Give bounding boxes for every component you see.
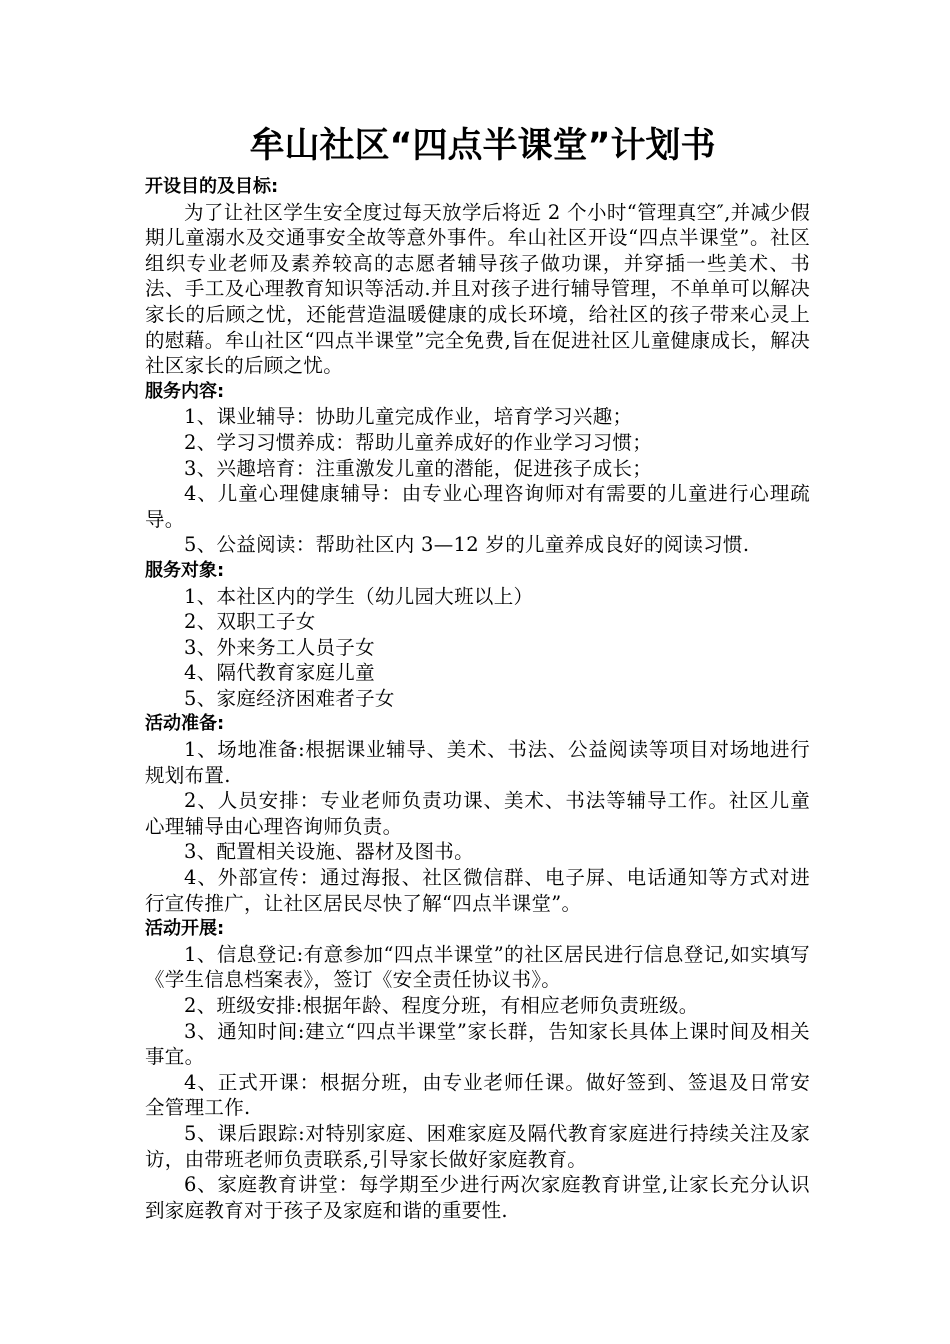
section-service-targets bbox=[145, 558, 810, 712]
section-purpose bbox=[145, 174, 810, 379]
section-heading: 服务对象: bbox=[145, 559, 225, 581]
paragraph: 为了让社区学生安全度过每天放学后将近 2 个小时“管理真空″,并减少假期儿童溺水及交通事安全故等意外事件。牟山社区开设“四点半课堂”。社区组织专业老师及素养较高的志愿者辅导孩子做功课，并穿插一些美术、书法、手工及心理教育知识等活动.并且对孩子进行辅导管理，不单单可以解决家长的后顾之忧，还能营造温暖健康的成长环境，给社区的孩子带来心灵上的慰藉。牟山社区“四点半课堂”完全免费,旨在促进社区儿童健康成长，解决社区家长的后顾之忧。 bbox=[145, 200, 810, 378]
list-item: 4、外部宣传：通过海报、社区微信群、电子屏、电话通知等方式对进行宣传推广，让社区居民尽快了解“四点半课堂”。 bbox=[145, 866, 810, 915]
list-item: 5、公益阅读：帮助社区内 3—12 岁的儿童养成良好的阅读习惯. bbox=[184, 533, 750, 557]
list-item: 3、兴趣培育：注重激发儿童的潜能，促进孩子成长； bbox=[184, 456, 653, 480]
list-item: 1、信息登记:有意参加“四点半课堂”的社区居民进行信息登记,如实填写《学生信息档案表》，签订《安全责任协议书》。 bbox=[145, 942, 810, 992]
list-item: 2、人员安排：专业老师负责功课、美术、书法等辅导工作。社区儿童心理辅导由心理咨询师负责。 bbox=[145, 789, 810, 838]
list-item: 4、儿童心理健康辅导：由专业心理咨询师对有需要的儿童进行心理疏导。 bbox=[145, 482, 810, 531]
list-item: 1、场地准备:根据课业辅导、美术、书法、公益阅读等项目对场地进行规划布置. bbox=[145, 738, 810, 787]
section-service-content bbox=[145, 379, 810, 558]
list-item: 5、课后跟踪:对特别家庭、困难家庭及隔代教育家庭进行持续关注及家访，由带班老师负责联系,引导家长做好家庭教育。 bbox=[145, 1121, 810, 1171]
list-item: 1、课业辅导：协助儿童完成作业，培育学习兴趣； bbox=[184, 405, 633, 429]
section-heading: 开设目的及目标: bbox=[145, 176, 279, 197]
list-item: 2、双职工子女 bbox=[184, 610, 316, 634]
section-heading: 活动开展: bbox=[145, 918, 225, 940]
list-item: 3、配置相关设施、器材及图书。 bbox=[184, 840, 474, 864]
list-item: 6、家庭教育讲堂：每学期至少进行两次家庭教育讲堂,让家长充分认识到家庭教育对于孩子及家庭和谐的重要性. bbox=[145, 1173, 810, 1222]
list-item: 4、正式开课：根据分班，由专业老师任课。做好签到、签退及日常安全管理工作. bbox=[145, 1070, 810, 1120]
list-item: 2、学习习惯养成：帮助儿童养成好的作业学习习惯； bbox=[184, 430, 653, 454]
list-item: 3、通知时间:建立“四点半课堂”家长群，告知家长具体上课时间及相关事宜。 bbox=[145, 1019, 810, 1069]
list-item: 4、隔代教育家庭儿童 bbox=[184, 661, 375, 685]
document-page bbox=[145, 118, 810, 1223]
list-item: 3、外来务工人员子女 bbox=[184, 635, 375, 659]
section-implementation bbox=[145, 916, 810, 1223]
section-preparation bbox=[145, 711, 810, 916]
list-item: 1、本社区内的学生（幼儿园大班以上） bbox=[184, 584, 534, 608]
list-item: 2、班级安排:根据年龄、程度分班，有相应老师负责班级。 bbox=[184, 994, 699, 1017]
section-heading: 服务内容: bbox=[145, 380, 225, 402]
document-title: 牟山社区“四点半课堂”计划书 bbox=[249, 126, 716, 166]
section-heading: 活动准备: bbox=[145, 713, 225, 735]
list-item: 5、家庭经济困难者子女 bbox=[184, 686, 395, 710]
